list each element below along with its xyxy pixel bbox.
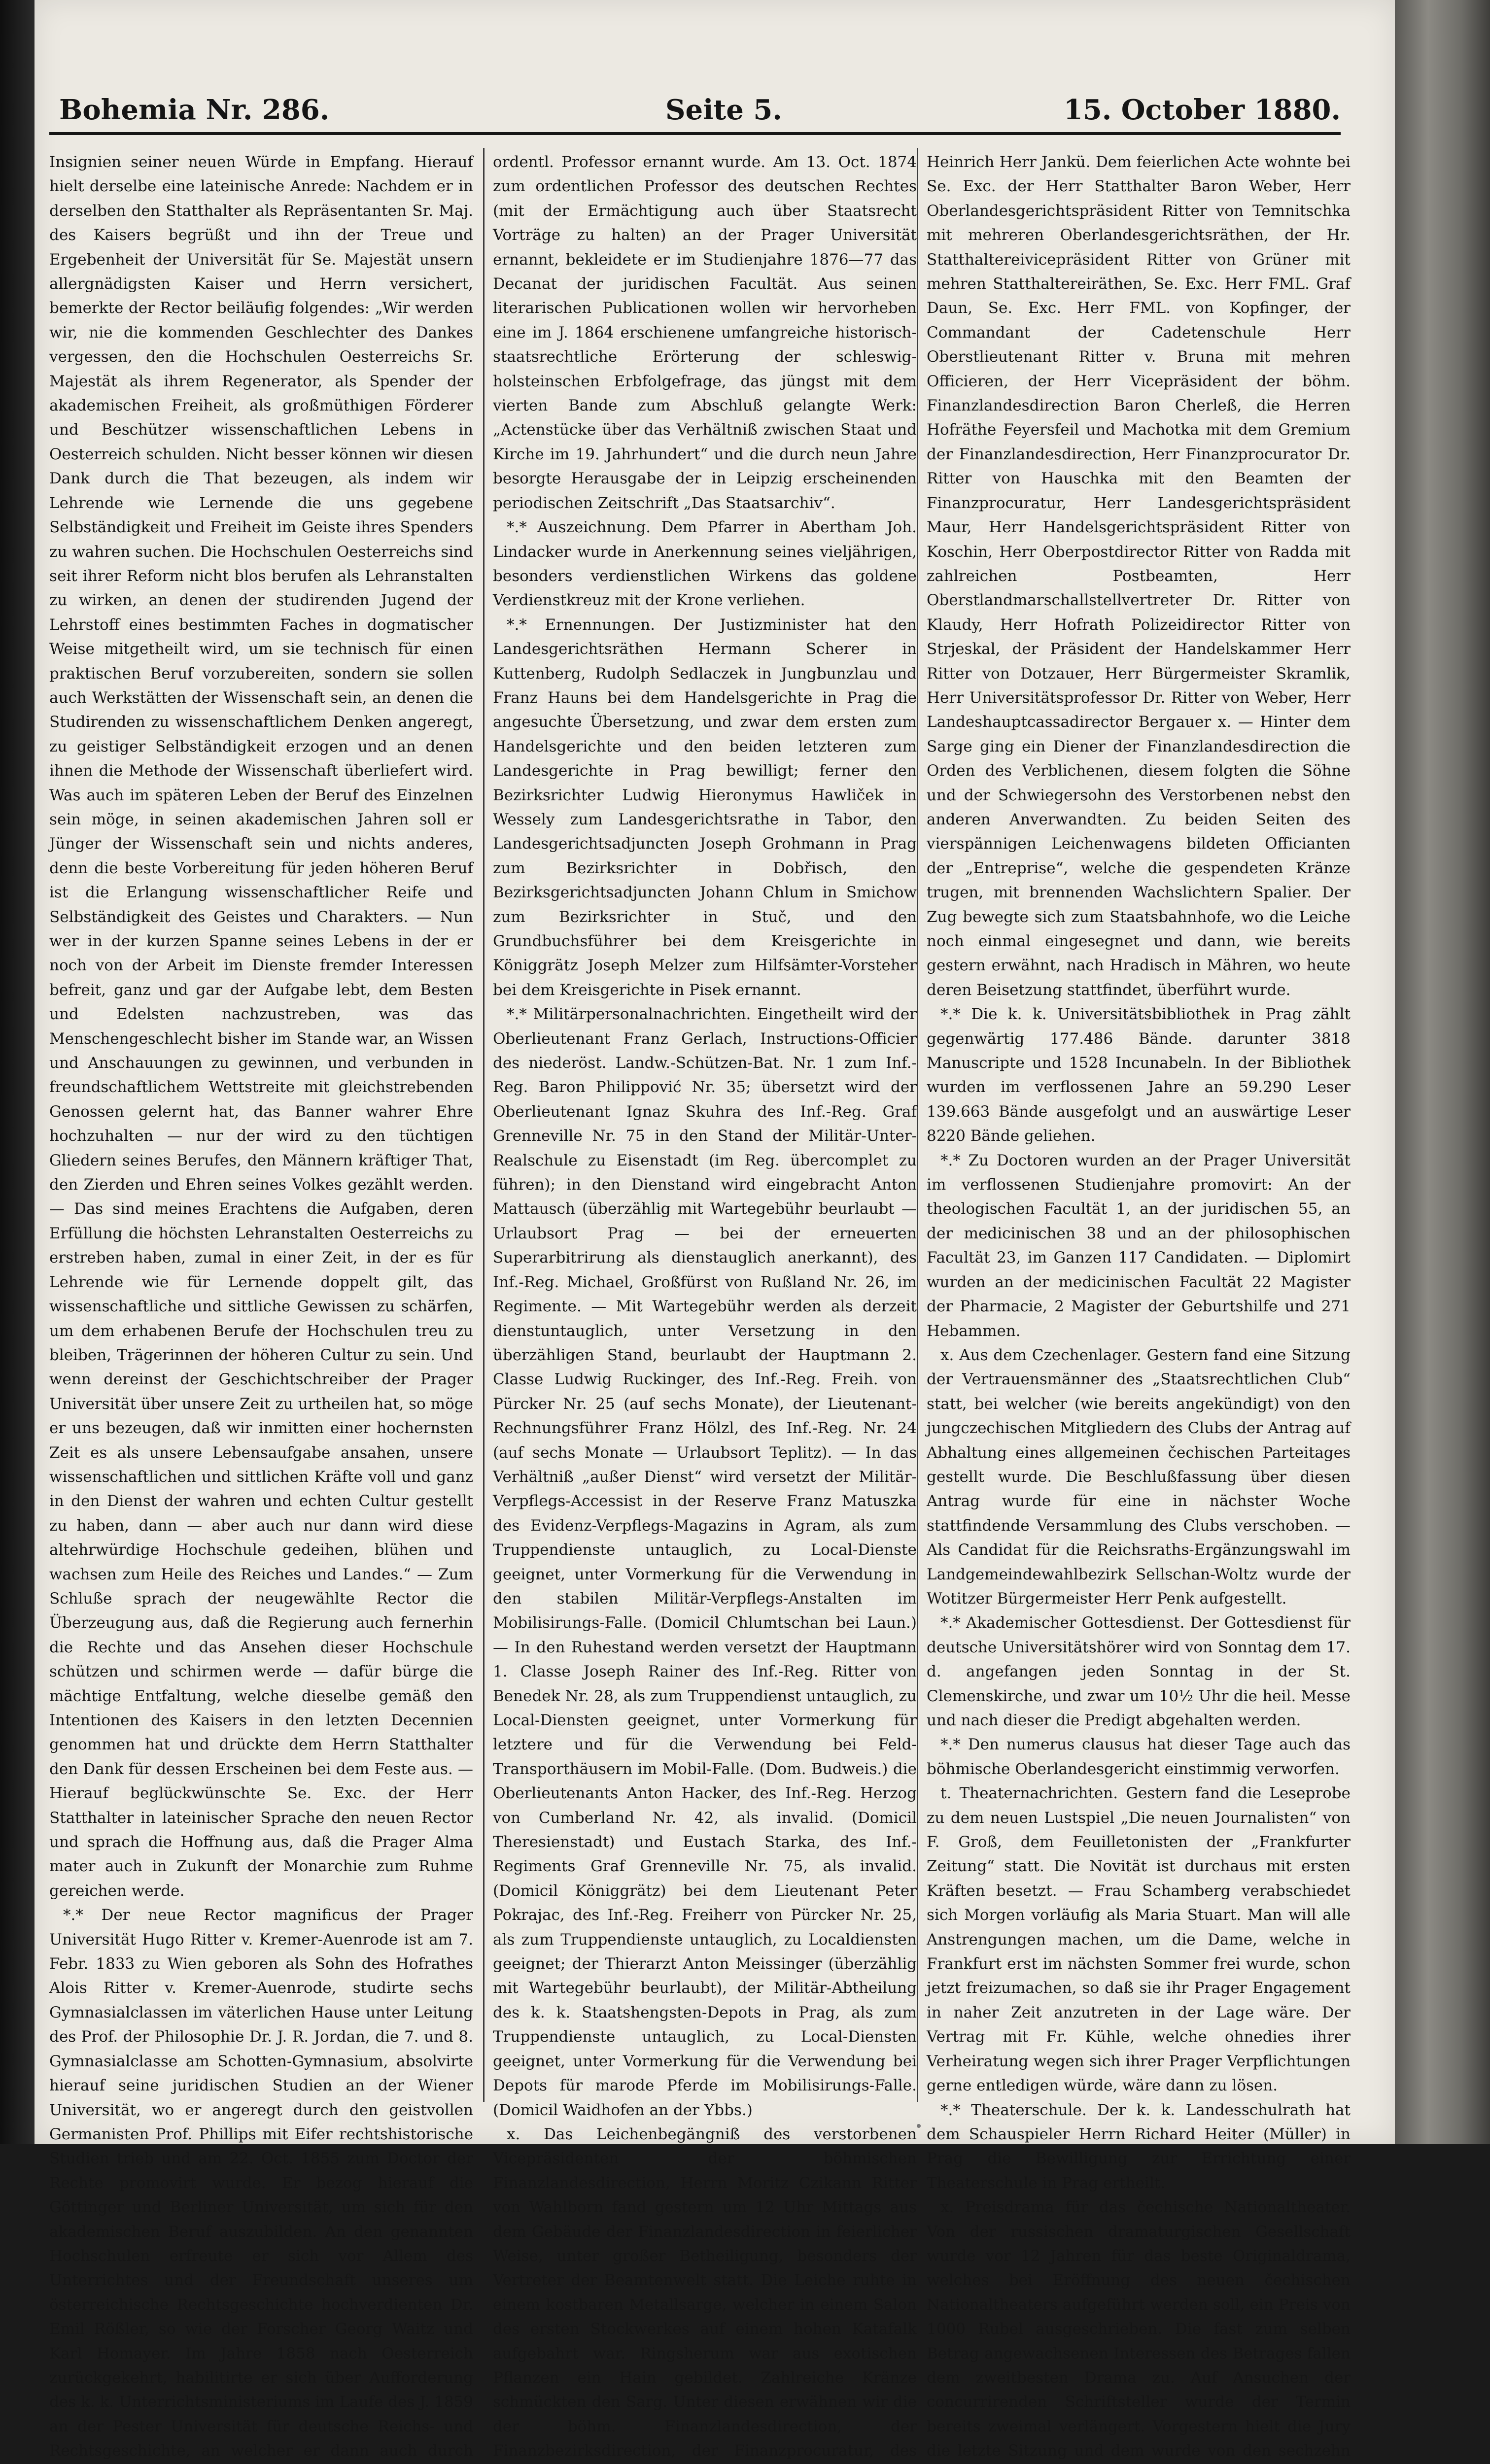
header-rule	[49, 132, 1341, 135]
article-paragraph: *.* Zu Doctoren wurden an der Prager Universität im verflossenen Studienjahre promovirt: An der theologischen Facultät 1, an der juridischen 55, an der medicinischen 38 und an der philosophischen Facultät 23, im Ganzen 117 Candidaten. — Diplomirt wurden an der medicinischen Facultät 22 Magister der Pharmacie, 2 Magister der Geburtshilfe und 271 Hebammen.	[927, 1151, 1351, 1340]
page-number: Seite 5.	[665, 94, 782, 126]
article-paragraph: ordentl. Professor ernannt wurde. Am 13. Oct. 1874 zum ordentlichen Professor des deutschen Rechtes (mit der Ermächtigung auch über Staatsrecht Vorträge zu halten) an der Prager Universität ernannt, bekleidete er im Studienjahre 1876—77 das Decanat der juridischen Facultät. Aus seinen literarischen Publicationen wollen wir hervorheben eine im J. 1864 erschienene umfangreiche historisch-staatsrechtliche Erörterung der schleswig-holsteinschen Erbfolgefrage, das jüngst mit dem vierten Bande zum Abschluß gelangte Werk: „Actenstücke über das Verhältniß zwischen Staat und Kirche im 19. Jahrhundert“ und die durch neun Jahre besorgte Herausgabe der in Leipzig erscheinenden periodischen Zeitschrift „Das Staatsarchiv“.	[493, 153, 917, 512]
article-paragraph: x. Aus dem Czechenlager. Gestern fand eine Sitzung der Vertrauensmänner des „Staatsrechtlichen Club“ statt, bei welcher (wie bereits angekündigt) von den jungczechischen Mitgliedern des Clubs der Antrag auf Abhaltung eines allgemeinen čechischen Parteitages gestellt wurde. Die Beschlußfassung über diesen Antrag wurde für eine in nächster Woche stattfindende Versammlung des Clubs verschoben. — Als Candidat für die Reichsraths-Ergänzungswahl im Landgemeindewahlbezirk Sellschan-Woltz wurde der Wotitzer Bürgermeister Herr Penk aufgestellt.	[927, 1346, 1351, 1608]
article-paragraph: *.* Ernennungen. Der Justizminister hat den Landesgerichtsräthen Hermann Scherer in Kuttenberg, Rudolph Sedlaczek in Jungbunzlau und Franz Hauns bei dem Handelsgerichte in Prag die angesuchte Übersetzung, und zwar dem ersten zum Handelsgerichte und den beiden letzteren zum Landesgerichte in Prag bewilligt; ferner den Bezirksrichter Ludwig Hieronymus Hawliček in Wessely zum Landesgerichtsrathe in Tabor, den Landesgerichtsadjuncten Joseph Grohmann in Prag zum Bezirksrichter in Dobřisch, den Bezirksgerichtsadjuncten Johann Chlum in Smichow zum Bezirksrichter in Stuč, und den Grundbuchsführer bei dem Kreisgerichte in Königgrätz Joseph Melzer zum Hilfsämter-Vorsteher bei dem Kreisgerichte in Pisek ernannt.	[493, 616, 917, 999]
column-2	[493, 150, 917, 2460]
scan-left-edge	[0, 0, 35, 2144]
issue-date: 15. October 1880.	[1063, 94, 1341, 126]
scan-speck	[917, 2124, 921, 2128]
page-header	[59, 89, 1341, 133]
article-paragraph: Insignien seiner neuen Würde in Empfang. Hierauf hielt derselbe eine lateinische Anrede: Nachdem er in derselben den Statthalter als Repräsentanten Sr. Maj. des Kaisers begrüßt und ihn der Treue und Ergebenheit der Universität für Se. Majestät unsern allergnädigsten Kaiser und Herrn versichert, bemerkte der Rector beiläufig folgendes: „Wir werden wir, nie die kommenden Geschlechter des Dankes vergessen, den die Hochschulen Oesterreichs Sr. Majestät als ihrem Regenerator, als Spender der akademischen Freiheit, als großmüthigen Förderer und Beschützer wissenschaftlichen Lebens in Oesterreich schulden. Nicht besser können wir diesen Dank durch die That bezeugen, als indem wir Lehrende wie Lernende die uns gegebene Selbständigkeit und Freiheit im Geiste ihres Spenders zu wahren suchen. Die Hochschulen Oesterreichs sind seit ihrer Reform nicht blos berufen als Lehranstalten zu wirken, an denen der studirenden Jugend der Lehrstoff eines bestimmten Faches in dogmatischer Weise mitgetheilt wird, um sie technisch für einen praktischen Beruf vorzubereiten, sondern sie sollen auch Werkstätten der Wissenschaft sein, an denen die Studirenden zu wissenschaftlichem Denken angeregt, zu geistiger Selbständigkeit erzogen und an denen ihnen die Methode der Wissenschaft überliefert wird. Was auch im späteren Leben der Beruf des Einzelnen sein möge, in seinen akademischen Jahren soll er Jünger der Wissenschaft sein und nichts anderes, denn die beste Vorbereitung für jeden höheren Beruf ist die Erlangung wissenschaftlicher Reife und Selbständigkeit des Geistes und Charakters. — Nun wer in der kurzen Spanne seines Lebens in der er noch von der Arbeit im Dienste fremder Interessen befreit, ganz und gar der Aufgabe lebt, dem Besten und Edelsten nachzustreben, was das Menschengeschlecht bisher im Stande war, an Wissen und Anschauungen zu gewinnen, und verbunden in freundschaftlichem Wettstreite mit gleichstrebenden Genossen gelernt hat, das Banner wahrer Ehre hochzuhalten — nur der wird zu den tüchtigen Gliedern seines Berufes, den Männern kräftiger That, den Zierden und Ehren seines Volkes gezählt werden. — Das sind meines Erachtens die Aufgaben, deren Erfüllung die höchsten Lehranstalten Oesterreichs zu erstreben haben, zumal in einer Zeit, in der es für Lehrende wie für Lernende doppelt gilt, das wissenschaftliche und sittliche Gewissen zu schärfen, um dem erhabenen Berufe der Hochschulen treu zu bleiben, Trägerinnen der höheren Cultur zu sein. Und wenn dereinst der Geschichtschreiber der Prager Universität über unsere Zeit zu urtheilen hat, so möge er uns bezeugen, daß wir inmitten einer hochernsten Zeit es als unsere Lebensaufgabe ansahen, unsere wissenschaftlichen und sittlichen Kräfte voll und ganz in den Dienst der wahren und echten Cultur gestellt zu haben, dann — aber auch nur dann wird diese altehrwürdige Hochschule gedeihen, blühen und wachsen zum Heile des Reiches und Landes.“ — Zum Schluße sprach der neugewählte Rector die Überzeugung aus, daß die Regierung auch fernerhin die Rechte und das Ansehen dieser Hochschule schützen und schirmen werde — dafür bürge die mächtige Entfaltung, welche dieselbe gemäß den Intentionen des Kaisers in den letzten Decennien genommen hat und drückte dem Herrn Statthalter den Dank für dessen Erscheinen bei dem Feste aus. — Hierauf beglückwünschte Se. Exc. der Herr Statthalter in lateinischer Sprache den neuen Rector und sprach die Hoffnung aus, daß die Prager Alma mater auch in Zukunft der Monarchie zum Ruhme gereichen werde.	[49, 153, 473, 1900]
article-paragraph: *.* Akademischer Gottesdienst. Der Gottesdienst für deutsche Universitätshörer wird von Sonntag dem 17. d. angefangen jeden Sonntag in der St. Clemenskirche, und zwar um 10½ Uhr die heil. Messe und nach dieser die Predigt abgehalten werden.	[927, 1614, 1351, 1729]
article-paragraph: *.* Auszeichnung. Dem Pfarrer in Abertham Joh. Lindacker wurde in Anerkennung seines vieljährigen, besonders verdienstlichen Wirkens das goldene Verdienstkreuz mit der Krone verliehen.	[493, 518, 917, 610]
article-paragraph: x. Das Leichenbegängniß des verstorbenen Vicepräsidenten der böhmischen Finanzlandesdirection, Herrn Moritz Czikann Ritter von Wahlborn fand gestern um 12 Uhr Mittags aus dem Gebäude der Finanzlandesdirection in feierlicher Weise, unter großer Betheiligung, besonders der Vertreter der Beamtenwelt statt. Die Leiche ruhte in einem kostbaren Metallsarge, welcher in einem Salon des ersten Stockwerkes auf einem hohen Katafalk aufgebahrt war. Ringsherum war aus exotischen Pflanzen ein Hain gebildet. Zahlreiche Kränze schmückten den Sarg. Unter diesen erwähnen wir die der böhm. Finanzlandesdirection, der Finanzbezirksdirection, der Finanzprocuratur, des	[493, 2125, 917, 2460]
column-divider	[917, 148, 918, 2102]
article-paragraph: *.* Der neue Rector magnificus der Prager Universität Hugo Ritter v. Kremer-Auenrode ist am 7. Febr. 1833 zu Wien geboren als Sohn des Hofrathes Alois Ritter v. Kremer-Auenrode, studirte sechs Gymnasialclassen im väterlichen Hause unter Leitung des Prof. der Philosophie Dr. J. R. Jordan, die 7. und 8. Gymnasialclasse am Schotten-Gymnasium, absolvirte hierauf seine juridischen Studien an der Wiener Universität, wo er angeregt durch den geistvollen Germanisten Prof. Phillips mit Eifer rechtshistorische Studien trieb und am 22. Oct. 1855 zum Doctor der Rechte promovirt wurde. Er bezog hierauf die Göttinger und Berliner Universität, um sich für den akademischen Beruf auszubilden. An den genannten Hochschulen erfreute er sich vor Allem des Unterrichtes und der Freundschaft unseres um österreichische Rechtsgeschichte hochverdienten Dr. Emil Rößler, so wie der Forscher Georg Waitz und Karl Homayer. Im Jahre 1858 nach Oesterreich zurückgekehrt, habilitirte er sich über Aufforderung des k. k. Unterrichtsministeriums im Laufe des J. 1859 an der Pester Universität für deutsche Reichs- und Rechtsgeschichte, an welcher er dann auch durch	[49, 1906, 473, 2460]
article-paragraph: t. Theaternachrichten. Gestern fand die Leseprobe zu dem neuen Lustspiel „Die neuen Journalisten“ von F. Groß, dem Feuilletonisten der „Frankfurter Zeitung“ statt. Die Novität ist durchaus mit ersten Kräften besetzt. — Frau Schamberg verabschiedet sich Morgen vorläufig als Maria Stuart. Man will alle Anstrengungen machen, um die Dame, welche in Frankfurt erst im nächsten Sommer frei wurde, schon jetzt freizumachen, so daß sie ihr Prager Engagement in naher Zeit anzutreten in der Lage wäre. Der Vertrag mit Fr. Kühle, welche ohnedies ihrer Verheiratung wegen sich ihrer Prager Verpflichtungen gerne entledigen würde, wäre dann zu lösen.	[927, 1784, 1351, 2095]
column-divider	[483, 148, 485, 2102]
newspaper-issue: Bohemia Nr. 286.	[59, 94, 330, 126]
article-paragraph: x. Preisdrama für das čechische Nationaltheater. Von der russischen dramaturgischen Gesellschaft wurde vor 12 Jahren für das beste Originaldrama, welches bei Eröffnung des neuen čechischen Nationaltheaters aufgeführt werden soll, ein Preis von 1000 Rubel ausgeschrieben. Die fast zum selben Betrag angewachsenen Interessen des Betrages fallen dem zweitbesten Drama zu. Auf Ansuchen der concurrirenden Schriftsteller wurde der Termin bereits zweimal verlängert. Vorgestern hielt die Jury die letzte Sitzung und dem wurde von den sechzehn	[927, 2198, 1351, 2460]
binding-spine	[1395, 0, 1490, 2144]
article-paragraph: Heinrich Herr Jankü. Dem feierlichen Acte wohnte bei Se. Exc. der Herr Statthalter Baron Weber, Herr Oberlandesgerichtspräsident Ritter von Temnitschka mit mehreren Oberlandesgerichtsräthen, der Hr. Statthaltereivicepräsident Ritter von Grüner mit mehren Statthaltereiräthen, Se. Exc. Herr FML. Graf Daun, Se. Exc. Herr FML. von Kopfinger, der Commandant der Cadetenschule Herr Oberstlieutenant Ritter v. Bruna mit mehren Officieren, der Herr Vicepräsident der böhm. Finanzlandesdirection Baron Cherleß, die Herren Hofräthe Feyersfeil und Machotka mit dem Gremium der Finanzlandesdirection, Herr Finanzprocurator Dr. Ritter von Hauschka mit den Beamten der Finanzprocuratur, Herr Landesgerichtspräsident Maur, Herr Handelsgerichtspräsident Ritter von Koschin, Herr Oberpostdirector Ritter von Radda mit zahlreichen Postbeamten, Herr Oberstlandmarschallstellvertreter Dr. Ritter von Klaudy, Herr Hofrath Polizeidirector Ritter von Strjeskal, der Präsident der Handelskammer Herr Ritter von Dotzauer, Herr Bürgermeister Skramlik, Herr Universitätsprofessor Dr. Ritter von Weber, Herr Landeshauptcassadirector Bergauer x. — Hinter dem Sarge ging ein Diener der Finanzlandesdirection die Orden des Verblichenen, diesem folgten die Söhne und der Schwiegersohn des Verstorbenen nebst den anderen Anverwandten. Zu beiden Seiten des vierspännigen Leichenwagens bildeten Officianten der „Entreprise“, welche die gespendeten Kränze trugen, mit brennenden Wachslichtern Spalier. Der Zug bewegte sich zum Staatsbahnhofe, wo die Leiche noch einmal eingesegnet und dann, wie bereits gestern erwähnt, nach Hradisch in Mähren, wo heute deren Beisetzung stattfindet, überführt wurde.	[927, 153, 1351, 999]
article-paragraph: *.* Theaterschule. Der k. k. Landesschulrath hat dem Schauspieler Herrn Richard Heiter (Müller) in Prag die Bewilligung zur Errichtung einer Theaterschule in Prag ertheilt.	[927, 2101, 1351, 2192]
column-3	[927, 150, 1351, 2460]
article-paragraph: *.* Militärpersonalnachrichten. Eingetheilt wird der Oberlieutenant Franz Gerlach, Instructions-Officier des niederöst. Landw.-Schützen-Bat. Nr. 1 zum Inf.-Reg. Baron Philippović Nr. 35; übersetzt wird der Oberlieutenant Ignaz Skuhra des Inf.-Reg. Graf Grenneville Nr. 75 in den Stand der Militär-Unter-Realschule zu Eisenstadt (im Reg. übercomplet zu führen); in den Dienstand wird eingebracht Anton Mattausch (überzählig mit Wartegebühr beurlaubt — Urlaubsort Prag — bei der erneuerten Superarbitrirung als dienstauglich anerkannt), des Inf.-Reg. Michael, Großfürst von Rußland Nr. 26, im Regimente. — Mit Wartegebühr werden als derzeit dienstuntauglich, unter Versetzung in den überzähligen Stand, beurlaubt der Hauptmann 2. Classe Ludwig Ruckinger, des Inf.-Reg. Freih. von Pürcker Nr. 25 (auf sechs Monate), der Lieutenant-Rechnungsführer Franz Hölzl, des Inf.-Reg. Nr. 24 (auf sechs Monate — Urlaubsort Teplitz). — In das Verhältniß „außer Dienst“ wird versetzt der Militär-Verpflegs-Accessist in der Reserve Franz Matuszka des Evidenz-Verpflegs-Magazins in Agram, als zum Truppendienste untauglich, zu Local-Dienste geeignet, unter Vormerkung für die Verwendung in den stabilen Militär-Verpflegs-Anstalten im Mobilisirungs-Falle. (Domicil Chlumtschan bei Laun.) — In den Ruhestand werden versetzt der Hauptmann 1. Classe Joseph Rainer des Inf.-Reg. Ritter von Benedek Nr. 28, als zum Truppendienst untauglich, zu Local-Diensten geeignet, unter Vormerkung für letztere und für die Verwendung bei Feld-Transporthäusern im Mobil-Falle. (Dom. Budweis.) die Oberlieutenants Anton Hacker, des Inf.-Reg. Herzog von Cumberland Nr. 42, als invalid. (Domicil Theresienstadt) und Eustach Starka, des Inf.-Regiments Graf Grenneville Nr. 75, als invalid. (Domicil Königgrätz) bei dem Lieutenant Peter Pokrajac, des Inf.-Reg. Freiherr von Pürcker Nr. 25, als zum Truppendienste untauglich, zu Localdiensten geeignet; der Thierarzt Anton Meissinger (überzählig mit Wartegebühr beurlaubt), der Militär-Abtheilung des k. k. Staatshengsten-Depots in Prag, als zum Truppendienste untauglich, zu Local-Diensten geeignet, unter Vormerkung für die Verwendung bei Depots für marode Pferde im Mobilisirungs-Falle. (Domicil Waidhofen an der Ybbs.)	[493, 1005, 917, 2119]
column-1	[49, 150, 473, 2460]
article-paragraph: *.* Den numerus clausus hat dieser Tage auch das böhmische Oberlandesgericht einstimmig verworfen.	[927, 1736, 1351, 1778]
article-paragraph: *.* Die k. k. Universitätsbibliothek in Prag zählt gegenwärtig 177.486 Bände. darunter 3818 Manuscripte und 1528 Incunabeln. In der Bibliothek wurden im verflossenen Jahre an 59.290 Leser 139.663 Bände ausgefolgt und an auswärtige Leser 8220 Bände geliehen.	[927, 1005, 1351, 1145]
